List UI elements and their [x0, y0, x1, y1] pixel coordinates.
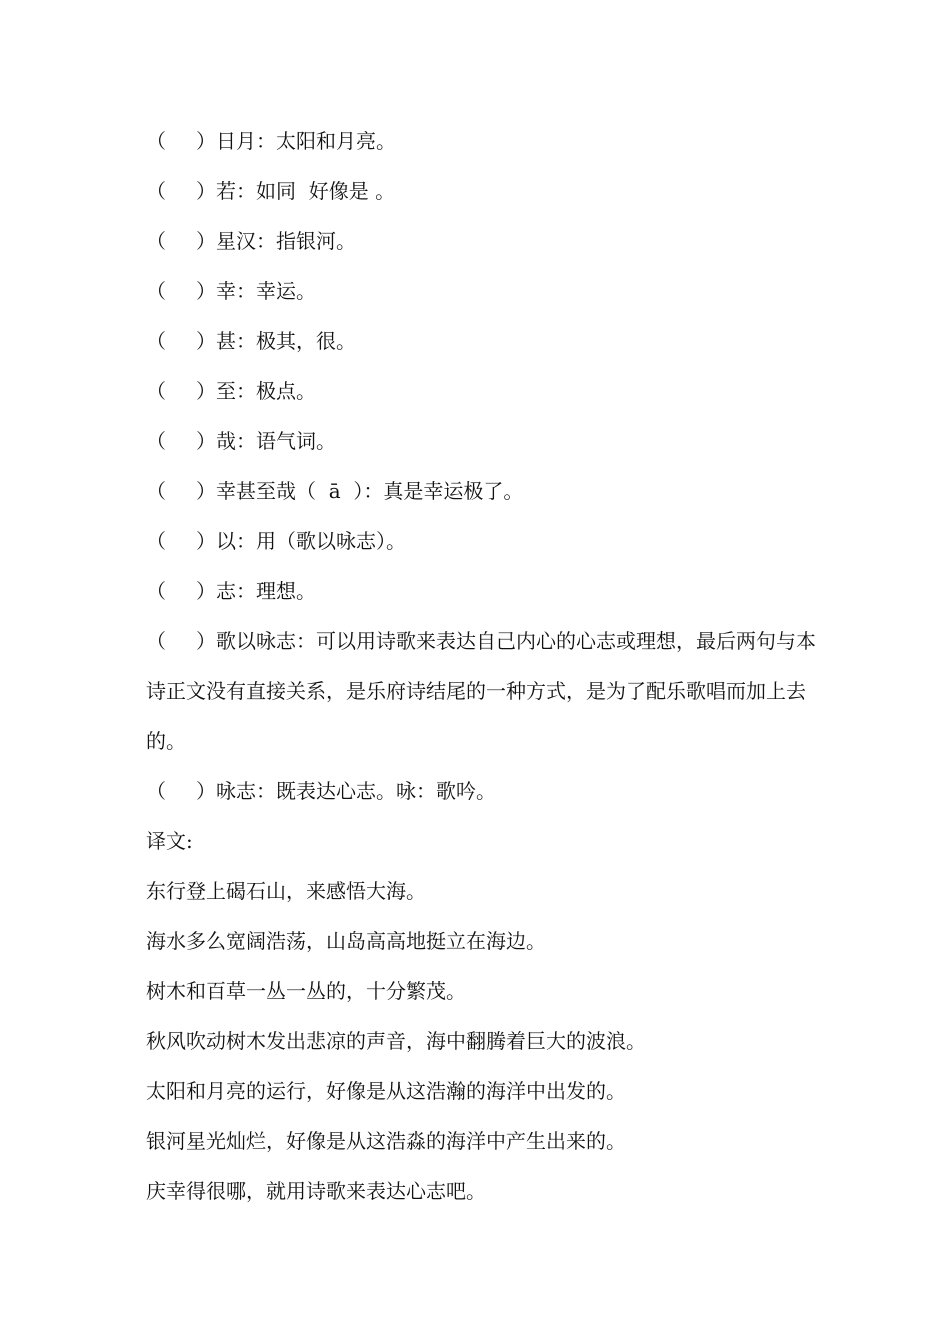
translation-line: 树木和百草一丛一丛的，十分繁茂。	[146, 979, 466, 1003]
glossary-term: 甚	[216, 329, 236, 353]
translation-line: 东行登上碣石山，来感悟大海。	[146, 879, 426, 903]
glossary-term: 幸	[216, 279, 236, 303]
paren-open: （	[146, 379, 166, 403]
paren-close: ）	[196, 529, 216, 553]
glossary-term: 至	[216, 379, 236, 403]
colon: ：	[296, 629, 316, 653]
colon: ：	[236, 429, 256, 453]
glossary-definition: 真是幸运极了。	[383, 479, 524, 503]
glossary-item	[146, 766, 816, 816]
glossary-definition: 用（歌以咏志）。	[256, 529, 406, 553]
glossary-definition: 太阳和月亮。	[276, 129, 396, 153]
glossary-definition: 指银河。	[276, 229, 356, 253]
glossary-definition: 理想。	[256, 579, 316, 603]
colon: ：	[236, 579, 256, 603]
paren-close: ）	[196, 179, 216, 203]
paren-close: ）	[196, 479, 216, 503]
glossary-item	[146, 466, 816, 516]
paren-open: （	[146, 279, 166, 303]
colon: ：	[256, 779, 276, 803]
paren-open: （	[146, 479, 166, 503]
colon: ：	[236, 529, 256, 553]
glossary-term: 志	[216, 579, 236, 603]
paren-close: ）	[196, 279, 216, 303]
glossary-item	[146, 116, 816, 166]
glossary-term: 歌以咏志	[216, 629, 296, 653]
paren-open: （	[146, 229, 166, 253]
translation-line: 银河星光灿烂，好像是从这浩淼的海洋中产生出来的。	[146, 1129, 626, 1153]
paren-close: ）	[196, 129, 216, 153]
colon: ：	[236, 179, 256, 203]
glossary-item	[146, 566, 816, 616]
glossary-definition: 如同 好像是 。	[256, 179, 396, 203]
paren-close: ）	[196, 629, 216, 653]
colon: ：	[363, 479, 384, 503]
colon: ：	[236, 329, 256, 353]
document-page	[146, 116, 816, 1216]
paren-close: ）	[196, 379, 216, 403]
glossary-term: 若	[216, 179, 236, 203]
glossary-definition: 极其，很。	[256, 329, 356, 353]
glossary-term: 幸甚至哉（ ā ）	[216, 479, 364, 503]
glossary-term: 日月	[216, 129, 256, 153]
glossary-item	[146, 266, 816, 316]
glossary-item	[146, 516, 816, 566]
paren-open: （	[146, 429, 166, 453]
glossary-item	[146, 316, 816, 366]
glossary-item	[146, 366, 816, 416]
paren-open: （	[146, 329, 166, 353]
glossary-item	[146, 166, 816, 216]
colon: ：	[236, 279, 256, 303]
translation-line: 秋风吹动树木发出悲凉的声音，海中翻腾着巨大的波浪。	[146, 1029, 646, 1053]
glossary-item	[146, 216, 816, 266]
paren-close: ）	[196, 579, 216, 603]
translation-heading: 译文:	[146, 829, 193, 853]
translation-line: 海水多么宽阔浩荡，山岛高高地挺立在海边。	[146, 929, 546, 953]
paren-open: （	[146, 779, 166, 803]
colon: ：	[236, 379, 256, 403]
paren-close: ）	[196, 329, 216, 353]
colon: ：	[256, 129, 276, 153]
paren-open: （	[146, 629, 166, 653]
glossary-term: 星汉	[216, 229, 256, 253]
glossary-definition: 语气词。	[256, 429, 336, 453]
paren-close: ）	[196, 429, 216, 453]
glossary-term: 以	[216, 529, 236, 553]
glossary-term: 咏志	[216, 779, 256, 803]
paren-open: （	[146, 579, 166, 603]
paren-open: （	[146, 179, 166, 203]
paren-close: ）	[196, 229, 216, 253]
glossary-term: 哉	[216, 429, 236, 453]
paren-open: （	[146, 529, 166, 553]
colon: ：	[256, 229, 276, 253]
glossary-definition: 既表达心志。咏：歌吟。	[276, 779, 496, 803]
translation-line: 太阳和月亮的运行，好像是从这浩瀚的海洋中出发的。	[146, 1079, 626, 1103]
glossary-definition: 幸运。	[256, 279, 316, 303]
paren-open: （	[146, 129, 166, 153]
glossary-definition: 可以用诗歌来表达自己内心的心志或理想，最后两句与本诗正文没有直接关系，是乐府诗结尾的一种方式，是为了配乐歌唱而加上去的。	[146, 629, 816, 753]
glossary-item	[146, 416, 816, 466]
glossary-item-long	[146, 616, 816, 766]
translation-line: 庆幸得很哪，就用诗歌来表达心志吧。	[146, 1179, 486, 1203]
glossary-definition: 极点。	[256, 379, 316, 403]
paren-close: ）	[196, 779, 216, 803]
